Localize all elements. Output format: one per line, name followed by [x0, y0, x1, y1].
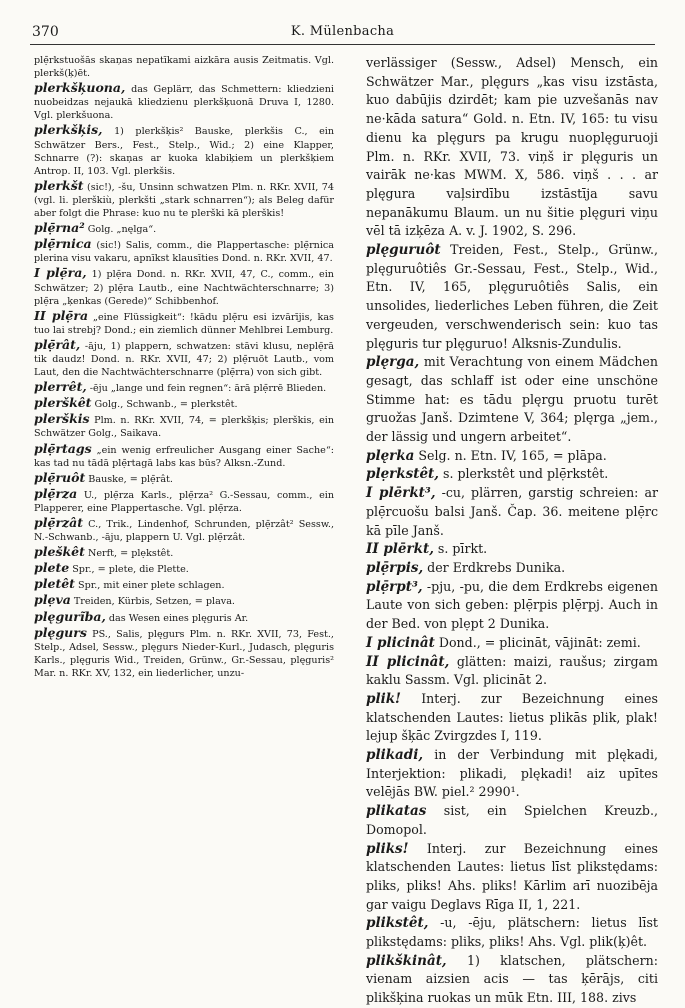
entry-headword: plẹ̄rtags — [34, 440, 92, 456]
entry-text: plẹ̄rkstuošās skaņas nepatīkami aizkāra ausis Zeitmatis. Vgl. plerkš(ķ)ēt. — [34, 55, 334, 80]
page-number: 370 — [32, 24, 59, 40]
entry-headword: plete — [34, 560, 70, 576]
dictionary-entry — [366, 802, 658, 839]
entry-headword: II plicinât, — [366, 653, 450, 670]
entry-text: Selg. n. Etn. IV, 165, = plāpa. — [418, 447, 607, 463]
entry-text: das Wesen eines plęguris Ar. — [108, 612, 249, 624]
entry-text: Spr., mit einer plete schlagen. — [78, 580, 225, 592]
entry-text: der Erdkrebs Dunika. — [427, 559, 566, 575]
entry-text: -āju, 1) plappern, schwatzen: stāvi klusu, neplẹ̄rā tik daudz! Dond. n. RKr. XVII, 47; 2) plẹ̄ruōt Lautb., vom Laut, den die Nachtwächterschnarre (plẹ̄rra) von sich gibt. — [34, 340, 334, 379]
entry-text: das Geplärr, das Schmettern: kliedzieni nuobeidzas nejaukā kliedzienu plerkšķuonā Druva I, 1280. Vgl. plerkšuona. — [34, 84, 334, 122]
dictionary-entry — [34, 123, 334, 177]
dictionary-entry — [34, 81, 334, 122]
entry-text: Treiden, Kürbis, Setzen, = plava. — [73, 596, 235, 608]
entry-text: (sic!), -šu, Unsinn schwatzen Plm. n. RKr. XVII, 74 (vgl. li. plerškiù, plerkšti „stark schnarren“); als Beleg dafür aber folgt die Phrase: kuo nu te plerški kā plerškis! — [34, 181, 335, 220]
right-column — [366, 54, 658, 1006]
entry-text: Golg., Schwanb., = plerkstêt. — [94, 399, 238, 411]
entry-text: 1) klatschen, plätschern: vienam aizsien acis — tas ķērājs, citi plikšķina ruokas un mūk Etn. III, 188. zivs — [366, 952, 658, 1006]
entry-text: -pju, -pu, die dem Erdkrebs eigenen Laute von sich geben: plẹ̄rpis plẹ̄rpj. Auch in der Bed. von plẹpt 2 Dunika. — [366, 578, 658, 632]
dictionary-entry — [366, 465, 658, 484]
entry-headword: I plicinât — [366, 634, 435, 651]
entry-headword: plikatas — [366, 803, 427, 820]
running-head: K. Mülenbacha — [290, 24, 395, 39]
entry-headword: plęguruôt — [366, 242, 441, 259]
dictionary-entry — [34, 610, 334, 625]
dictionary-entry — [366, 447, 658, 466]
dictionary-entry — [34, 237, 334, 265]
dictionary-entry — [34, 577, 334, 592]
dictionary-entry — [34, 396, 334, 411]
entry-headword: pleškêt — [34, 544, 85, 560]
entry-text: verlässiger (Sessw., Adsel) Mensch, ein Schwätzer Mar., plęgurs „kas visu izstāsta, kuo dabūjis dzirdēt; kam pie uzvešanās nav ne·kāda satura“ Gold. n. Etn. IV, 165: tu visu dienu ka plęgurs pa krugu nuoplęguruoji Plm. n. RKr. XVII, 73. viņš ir plęguris un vairāk ne·kas MWM. X, 586. viņš . . . ar plęgura vaļsirdību izstāstīja savu nepanākumu Blaum. un nu šitie plęguri viņu vēl tā izķēza A. v. J. 1902, S. 296. — [366, 55, 658, 239]
left-column — [34, 54, 334, 994]
dictionary-entry — [366, 952, 658, 1008]
entry-text: PS., Salis, plęgurs Plm. n. RKr. XVII, 73, Fest., Stelp., Adsel, Sessw., plęgurs Nieder-Kurl., Judasch, plęguris Karls., plęguris Wid., Treiden, Grünw., Gr.-Sessau, plęguris² Mar. n. RKr. XV, 132, ein liederlicher, unzu- — [34, 628, 334, 679]
dictionary-entry — [366, 746, 658, 802]
dictionary-entry — [34, 54, 334, 80]
entry-text: C., Trik., Lindenhof, Schrunden, plẹ̄rzât² Sessw., N.-Schwanb., -āju, plappern U. Vgl. plẹ̄rzât. — [34, 519, 334, 544]
entry-headword: plikadi, — [366, 747, 424, 764]
dictionary-entry — [366, 54, 658, 241]
entry-headword: plikstêt, — [366, 915, 429, 932]
entry-headword: plẹ̄rât, — [34, 336, 81, 352]
entry-text: Interj. zur Bezeichnung eines klatschenden Lautes: lietus plikās plik, plak! lejup šķāc Zvirgzdes I, 119. — [366, 690, 658, 744]
entry-headword: plerškêt — [34, 395, 92, 411]
dictionary-entry — [34, 266, 334, 307]
entry-text: Plm. n. RKr. XVII, 74, = plerkšķis; plerškis, ein Schwätzer Golg., Saikava. — [34, 415, 334, 440]
dictionary-entry — [34, 179, 334, 220]
dictionary-entry — [366, 241, 658, 353]
dictionary-entry — [366, 914, 658, 951]
dictionary-entry — [34, 593, 334, 608]
entry-text: „ein wenig erfreulicher Ausgang einer Sache“: kas tad nu tādā plẹ̄rtagā labs kas būs? Alksn.-Zund. — [34, 444, 334, 469]
entry-headword: plęgurĩba, — [34, 608, 106, 624]
dictionary-entry — [366, 559, 658, 578]
entry-headword: plẹ̄rzât — [34, 515, 83, 530]
entry-headword: plẹva — [34, 592, 71, 608]
entry-text: Treiden, Fest., Stelp., Grünw., plęguruôtiês Gr.-Sessau, Fest., Stelp., Wid., Etn. IV, 165, plęguruôtiês Salis, ein unsolides, liederliches Leben führen, die Zeit vergeuden, verschwenderisch sein: kuo tas plęguris tur plęguruo! Alksnis-Zundulis. — [366, 242, 658, 351]
entry-headword: I plērkt³, — [366, 485, 436, 502]
entry-text: Bauske, = plẹ̄rât. — [88, 473, 173, 485]
entry-text: (sic!) Salis, comm., die Plappertasche: plẹ̄rnica plerina visu vakaru, apnīkst klausīties Dond. n. RKr. XVII, 47. — [34, 240, 335, 265]
dictionary-entry — [34, 487, 334, 515]
entry-headword: plerkšķuona, — [34, 80, 126, 96]
entry-headword: plerkšt — [34, 177, 84, 193]
entry-headword: plẹ̄rna² — [34, 220, 85, 236]
dictionary-entry — [366, 578, 658, 634]
dictionary-entry — [366, 484, 658, 540]
entry-text: „eine Flüssigkeit“: !kādu plẹ̄ru esi izvārījis, kas tuo lai strebj? Dond.; ein ziemlich dünner Mehlbrei Lemburg. — [34, 311, 334, 336]
entry-headword: plęrka — [366, 447, 415, 464]
page-header — [30, 18, 655, 42]
dictionary-entry — [34, 442, 334, 470]
entry-text: -ēju „lange und fein regnen“: ārā plẹ̄rrē Blieden. — [89, 383, 327, 395]
entry-headword: plęgurs — [34, 624, 87, 640]
entry-text: s. pīrkt. — [437, 541, 488, 557]
entry-headword: plẹ̄rpt³, — [366, 578, 423, 595]
entry-headword: plẹ̄rpis, — [366, 559, 424, 576]
entry-text: Dond., = plicināt, vājināt: zemi. — [438, 634, 641, 650]
entry-headword: plik! — [366, 690, 401, 707]
entry-text: Golg. „nęlga“. — [87, 224, 157, 236]
dictionary-entry — [366, 634, 658, 653]
entry-text: mit Verachtung von einem Mädchen gesagt, das schlaff ist oder eine unschöne Stimme hat: es tādu plęrgu pruotu turēt gruožas Janš. Dzimtene V, 364; plęrga „jem., der lässig und ungern arbeitet“. — [366, 354, 658, 445]
dictionary-entry — [34, 412, 334, 440]
entry-text: glätten: maizi, raušus; zirgam kaklu Sassm. Vgl. plicināt 2. — [366, 653, 658, 688]
header-rule — [30, 44, 655, 45]
entry-headword: plẹrkstêt, — [366, 466, 439, 483]
dictionary-entry — [366, 690, 658, 746]
entry-headword: pliks! — [366, 840, 409, 857]
entry-text: sist, ein Spielchen Kreuzb., Domopol. — [366, 803, 658, 837]
entry-headword: II plērkt, — [366, 541, 434, 558]
dictionary-entry — [34, 561, 334, 576]
entry-text: s. plerkstêt und plẹ̄rkstêt. — [443, 466, 609, 482]
entry-text: in der Verbindung mit plękadi, Interjektion: plikadi, plękadi! aiz upītes velējās BW. piel.² 2990¹. — [366, 747, 658, 800]
entry-headword: plerrêt, — [34, 379, 87, 395]
dictionary-entry — [34, 626, 334, 680]
entry-headword: plẹ̄ruôt — [34, 469, 86, 485]
dictionary-entry — [366, 353, 658, 447]
dictionary-entry — [34, 309, 334, 337]
entry-text: Nerft, = plẹkstêt. — [87, 548, 174, 560]
entry-headword: pletêt — [34, 576, 75, 592]
entry-headword: II plẹ̄ra — [34, 307, 89, 323]
dictionary-entry — [34, 221, 334, 236]
entry-headword: I plẹ̄ra, — [34, 265, 87, 281]
entry-headword: plẹ̄rnica — [34, 236, 92, 252]
dictionary-entry — [366, 653, 658, 690]
dictionary-entry — [34, 516, 334, 544]
entry-headword: plẹ̄rza — [34, 485, 78, 501]
entry-headword: plęrga, — [366, 354, 420, 371]
dictionary-entry — [34, 380, 334, 395]
entry-headword: plikškinât, — [366, 952, 447, 969]
entry-text: Interj. zur Bezeichnung eines klatschenden Lautes: lietus līst plikstędams: pliks, pliks! Ahs. pliks! Kārlim arī nuozibēja gar vaigu Deglavs Rīga II, 1, 221. — [366, 840, 658, 912]
dictionary-entry — [34, 471, 334, 486]
entry-text: 1) plerkšķis² Bauske, plerkšis C., ein Schwätzer Bers., Fest., Stelp., Wid.; 2) eine Klapper, Schnarre (?): skaņas ar kuoka klabiķiem un plerkšķiem Antrop. II, 103. Vgl. plerkšis. — [34, 126, 334, 177]
dictionary-entry — [34, 338, 334, 379]
entry-text: 1) plẹ̄ra Dond. n. RKr. XVII, 47, C., comm., ein Schwätzer; 2) plẹ̄ra Lautb., eine Nachtwächterschnarre; 3) plẹ̄ra „ķenkas (Gerede)“ Schibbenhof. — [34, 269, 334, 307]
entry-headword: plerškis — [34, 411, 90, 427]
entry-text: -cu, plärren, garstig schreien: ar plẹ̄rcuošu balsi Janš. Čap. 36. meitene plẹ̄rc kā pīle Janš. — [366, 485, 658, 538]
entry-text: U., plẹ̄rza Karls., plẹ̄rza² G.-Sessau, comm., ein Plapperer, eine Plappertasche. Vgl. plẹ̄rza. — [34, 489, 334, 514]
dictionary-entry — [366, 540, 658, 559]
dictionary-entry — [366, 840, 658, 915]
dictionary-entry — [34, 545, 334, 560]
entry-headword: plerkšķis, — [34, 122, 103, 138]
entry-text: Spr., = plete, die Plette. — [72, 564, 189, 576]
entry-text: -u, -ēju, plätschern: lietus līst plikstędams: pliks, pliks! Ahs. Vgl. plik(ķ)êt. — [366, 915, 658, 950]
